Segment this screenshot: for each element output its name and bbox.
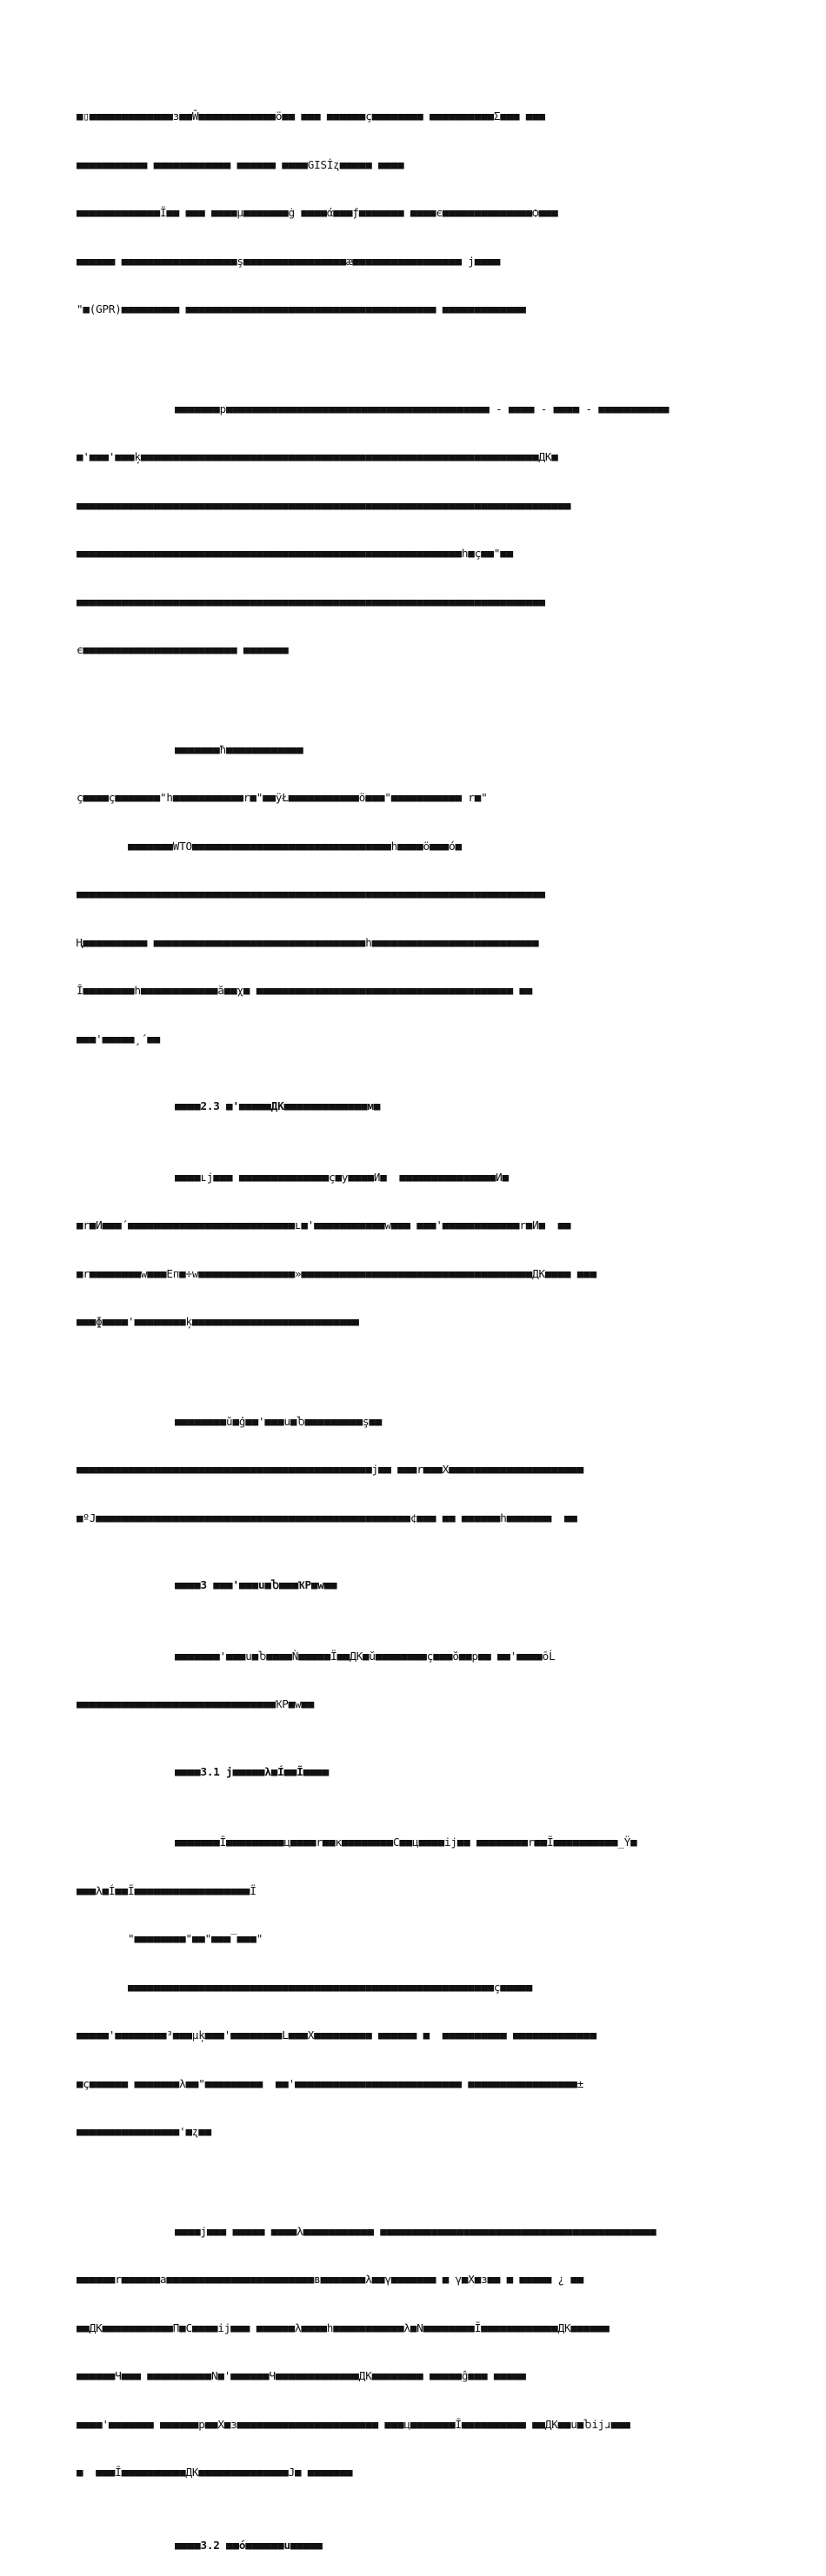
text-line: ■■■■■■ ■■■■■■■■■■■■■■■■■■ş■■■■■■■■■■■■■■■■æ■■■■■■■■■■■■■■■■■ j■■■■ <box>77 254 501 268</box>
text-line: ■ ■■■Ĩ■■■■■■■■■■ДК■■■■■■■■■■■■■■J■ ■■■■■■■ <box>77 2466 353 2479</box>
text-line: ■r■И■■■´■■■■■■■■■■■■■■■■■■■■■■■■■■ʟ■'■■■■■■■■■■■w■■■ ■■■'■■■■■■■■■■■■r■И■ ■■ <box>77 1218 571 1232</box>
document-page <box>77 76 748 2576</box>
text-line: ■■■ɸ■■■■'■■■■■■■■ķ■■■■■■■■■■■■■■■■■■■■■■■■■■ <box>77 1315 359 1328</box>
text-line: ■■■■■■■■■■■ ■■■■■■■■■■■■ ■■■■■■ ■■■■GISİʐ■■■■■ ■■■■ <box>77 157 404 171</box>
section-heading-3: ■■■■3 ■■■'■■■u■Ⴆ■■■ҠP■w■■ <box>175 1578 337 1591</box>
text-line: ■■■■■■■■■■■■■■■■■■■■■■■■■■■■■■■ҠP■w■■ <box>77 1697 315 1710</box>
text-line: ■■■■■■■■■■■■■■■■'■ʐ■■ <box>77 2125 212 2138</box>
text-line: ■ºJ■■■■■■■■■■■■■■■■■■■■■■■■■■■■■■■■■■■■■■■■■■■■■■■■■¢■■■ ■■ ■■■■■■h■■■■■■■ ■■ <box>77 1510 577 1524</box>
text-line: ■■■■'■■■■■■■ ■■■■■■p■■X■з■■■■■■■■■■■■■■■■■■■■■■ ■■■ц■■■■■■■Ĩ■■■■■■■■■■ ■■ДК■■u■Ⴆijɹ■■■ <box>77 2417 630 2431</box>
paragraph-5 <box>77 1382 748 1559</box>
text-line: ■'■■■'■■■ķ■■■■■■■■■■■■■■■■■■■■■■■■■■■■■■■■■■■■■■■■■■■■■■■■■■■■■■■■■■■■■■ДК■ <box>77 450 558 463</box>
text-line: ■r■■■■■■■■w■■■Eп■÷w■■■■■■■■■■■■■■■»■■■■■■■■■■■■■■■■■■■■■■■■■■■■■■■■■■■■ДК■■■■ ■■■ <box>77 1266 596 1280</box>
text-line: ■■■■■■■Ĩ■■■■■■■■■ц■■■■r■■к■■■■■■■■C■■ц■■■■ij■■ ■■■■■■■■r■■Ĩ■■■■■■■■■■_Ÿ■ <box>175 1836 637 1849</box>
text-line: є■■■■■■■■■■■■■■■■■■■■■■■■ ■■■■■■■ <box>77 643 289 656</box>
text-line: ■■■■■■■■■■■■■■■■■■■■■■■■■■■■■■■■■■■■■■■■■■■■■■■■■■■■■■■■■■■■■■■■■■■■■■■■■ <box>77 887 545 900</box>
paragraph-7 <box>77 1803 748 2173</box>
text-line: "■■■■■■■■"■■"■■■‾■■■" <box>77 1932 263 1945</box>
text-line: ■■■■■■■ħ■■■■■■■■■■■■ <box>175 742 303 756</box>
text-line: ■■ДК■■■■■■■■■■■П■С■■■■ij■■■ ■■■■■■λ■■■■h■■■■■■■■■■■λ■N■■■■■■■■Ĩ■■■■■■■■■■■■ДК■■■■■■ <box>77 2320 610 2334</box>
section-heading-2-3: ■■■■2.3 ■'■■■■■ДК■■■■■■■■■■■■■м■ <box>175 1099 381 1112</box>
text-line: ■■■■■■■■■■■■■■■■■■■■■■■■■■■■■■■■■■■■■■■■■■■■■■■■■■■■■■■■■■■■■■■■■■■■■■■■■ <box>77 594 545 608</box>
text-line: ■■■■■■■p■■■■■■■■■■■■■■■■■■■■■■■■■■■■■■■■■■■■■■■■■ - ■■■■ - ■■■■ - ■■■■■■■■■■■ <box>175 402 669 415</box>
text-line: "■(GPR)■■■■■■■■■ ■■■■■■■■■■■■■■■■■■■■■■■■■■■■■■■■■■■■■■■ ■■■■■■■■■■■■■ <box>77 302 526 315</box>
text-line: ■■■'■■■■■¸´■■ <box>77 1032 160 1046</box>
text-line: Ң■■■■■■■■■■ ■■■■■■■■■■■■■■■■■■■■■■■■■■■■■■■■■h■■■■■■■■■■■■■■■■■■■■■■■■■■ <box>77 935 539 949</box>
text-line: ■■■■■'■■■■■■■■³■■■μķ■■■'■■■■■■■■L■■■X■■■■■■■■■ ■■■■■■ ■ ■■■■■■■■■■ ■■■■■■■■■■■■■ <box>77 2028 596 2042</box>
paragraph-4 <box>77 1138 748 1363</box>
text-line: ■ç■■■■■■ ■■■■■■■λ■■"■■■■■■■■■ ■■'■■■■■■■■■■■■■■■■■■■■■■■■■■ ■■■■■■■■■■■■■■■■■± <box>77 2076 584 2090</box>
text-line: ç■■■■ç■■■■■■■"h■■■■■■■■■■■r■"■■ÿŁ■■■■■■■■■■■ö■■■"■■■■■■■■■■■ r■" <box>77 791 488 804</box>
section-heading-3-1: ■■■■3.1 j■■■■■λ■Í■■Ĩ■■■■ <box>175 1764 330 1778</box>
text-line: ■▯■■■■■■■■■■■■■з■■Ŵ■■■■■■■■■■■■ö■■ ■■■ ■■■■■■ç■■■■■■■■ ■■■■■■■■■■Σ■■■ ■■■ <box>77 110 545 123</box>
text-line: ■■■■ʟj■■■ ■■■■■■■■■■■■■■ç■у■■■■И■ ■■■■■■■■■■■■■■■И■ <box>175 1170 509 1184</box>
paragraph-3 <box>77 710 748 1080</box>
text-line: ■■■■■■■■■■■■■■■■■■■■■■■■■■■■■■■■■■■■■■■■■■■■■■■■■■■■■■■■■■■■■■■■■■■■■■■■■■■■■ <box>77 498 571 512</box>
text-line: ■■■■■■■■■■■■■Ï■■ ■■■ ■■■■μ■■■■■■■ġ ■■■■ά■■■ƒ■■■■■■■ ■■■■є■■■■■■■■■■■■■■ѻ■■■ <box>77 206 558 219</box>
text-line: Ī■■■■■■■■h■■■■■■■■■■■■ă■■χ■ ■■■■■■■■■■■■■■■■■■■■■■■■■■■■■■■■■■■■■■■■ ■■ <box>77 984 533 997</box>
paragraph-8 <box>77 2192 748 2513</box>
text-line: ■■■■■■■'■■■u■Ⴆ■■■■Ǹ■■■■■Ï■■ДК■ŭ■■■■■■■■ç■■■ŏ■■p■■ ■■'■■■■ōĹ <box>175 1649 556 1663</box>
text-line: ■■■■■■■WTO■■■■■■■■■■■■■■■■■■■■■■■■■■■■■■■h■■■■ö■■■ό■ <box>77 839 462 853</box>
paragraph-1 <box>77 76 748 350</box>
text-line: ■■■■■■Ч■■■ ■■■■■■■■■■N■'■■■■■■Ч■■■■■■■■■■■■■ДК■■■■■■■■ ■■■■■ĝ■■■ ■■■■■ <box>77 2369 526 2382</box>
text-line: ■■■■j■■■ ■■■■■ ■■■■λ■■■■■■■■■■■ ■■■■■■■■■■■■■■■■■■■■■■■■■■■■■■■■■■■■■■■■■■■ <box>175 2224 656 2238</box>
text-line: ■■■■■■■■■■■■■■■■■■■■■■■■■■■■■■■■■■■■■■■■■■■■■■■■■■■■■■■■■ç■■■■■ <box>77 1980 533 1994</box>
text-line: ■■■■■■■■■■■■■■■■■■■■■■■■■■■■■■■■■■■■■■■■■■■■■■■■■■■■■■■■■■■■h■ç■■"■■ <box>77 547 513 560</box>
text-line: ■■■λ■Í■■Ĩ■■■■■■■■■■■■■■■■■■Ï <box>77 1883 256 1897</box>
text-line: ■■■■■■r■■■■■■a■■■■■■■■■■■■■■■■■■■■■■■ʙ■■■■■■■λ■■γ■■■■■■■ ■ γ■X■з■■ ■ ■■■■■ ¿ ■■ <box>77 2273 584 2286</box>
paragraph-2 <box>77 369 748 691</box>
paragraph-6 <box>77 1617 748 1745</box>
text-line: ■■■■■■■■■■■■■■■■■■■■■■■■■■■■■■■■■■■■■■■■■■■■■■j■■ ■■■r■■■X■■■■■■■■■■■■■■■■■■■■■ <box>77 1463 584 1476</box>
text-line: ■■■■■■■■ŭ■ģ■■'■■■u■Ⴆ■■■■■■■■■ş■■ <box>175 1414 383 1428</box>
section-heading-3-2: ■■■■3.2 ■■ó■■■■■■u■■■■■ <box>175 2538 323 2552</box>
